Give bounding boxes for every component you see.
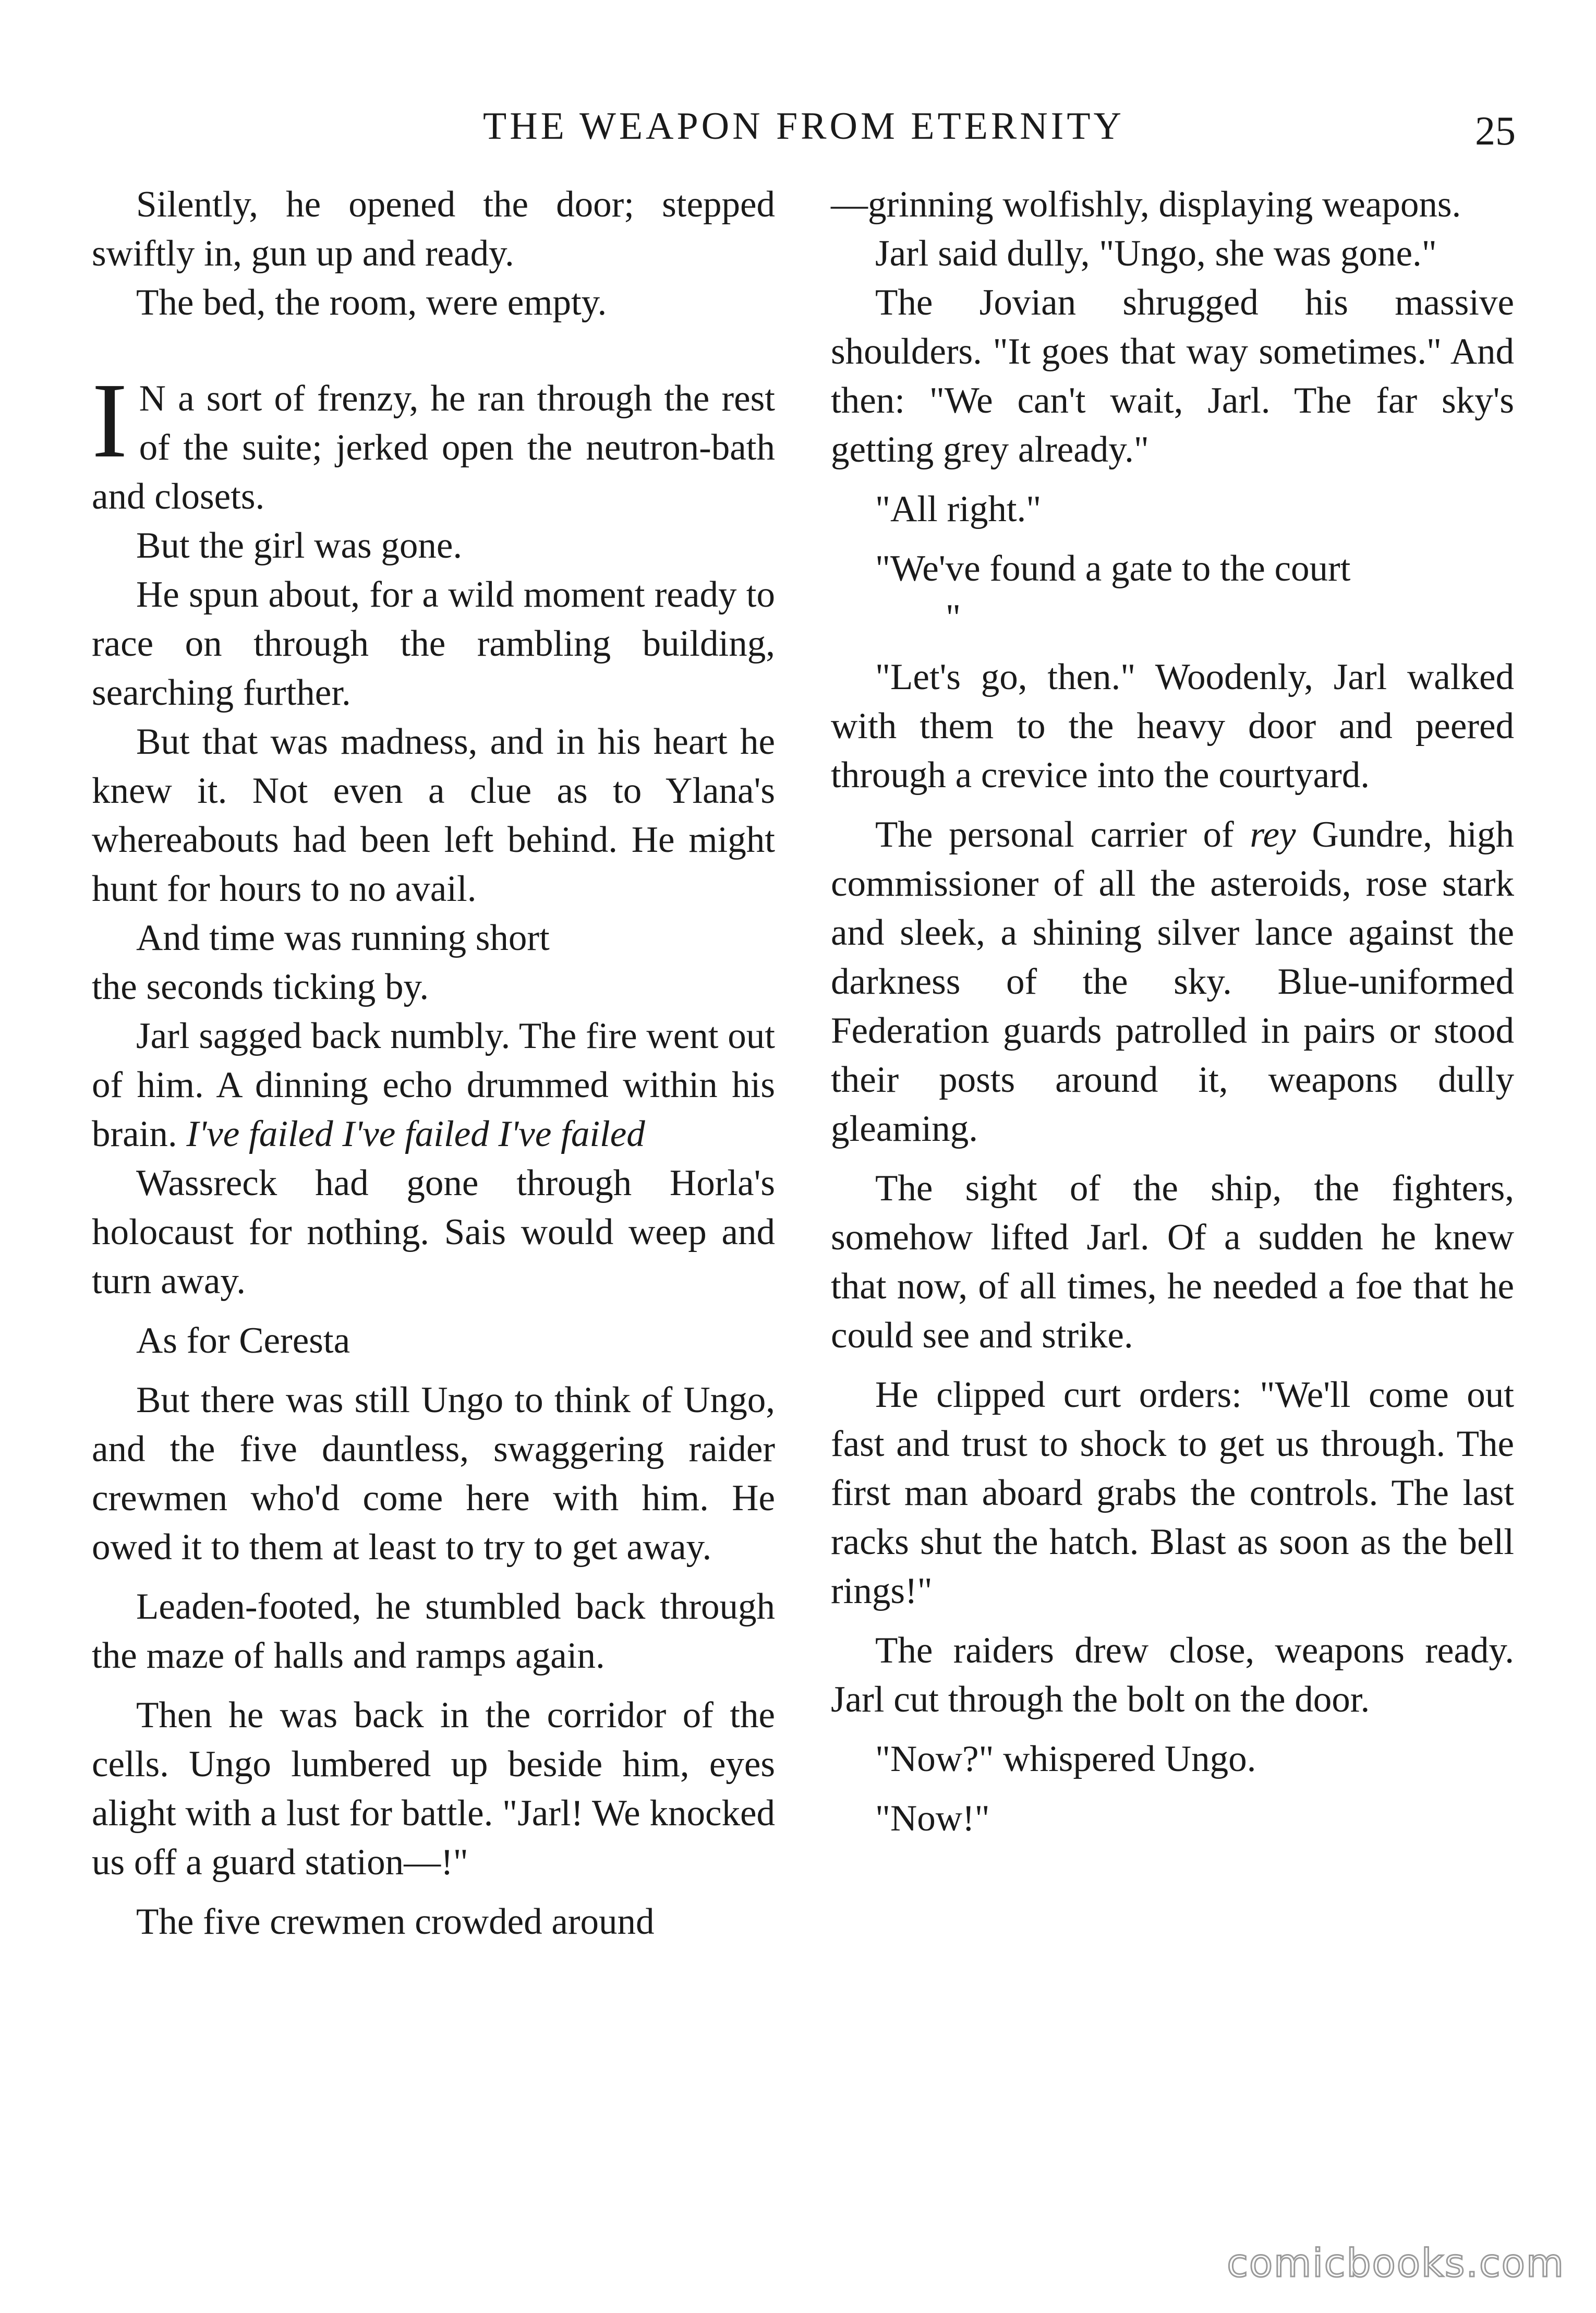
right-column <box>831 180 1514 1843</box>
paragraph: But the girl was gone. <box>136 525 463 566</box>
paragraph: But that was madness, and in his heart he knew it. Not even a clue as to Ylana's whereabouts had been left behind. He might hunt for hours to no avail. <box>92 721 775 909</box>
closing-quote: " <box>946 597 961 638</box>
left-column <box>92 180 775 1946</box>
paragraph-continuation: the seconds ticking by. <box>92 967 429 1007</box>
page-number: 25 <box>1475 108 1516 153</box>
paragraph: He clipped curt orders: "We'll come out fast and trust to shock to get us through. The first man aboard grabs the controls. The last racks shut the hatch. Blast as soon as the bell rings!" <box>831 1375 1514 1611</box>
paragraph: "Now?" whispered Ungo. <box>875 1739 1256 1779</box>
paragraph: "All right." <box>875 489 1042 529</box>
paragraph: The Jovian shrugged his massive shoulders. "It goes that way sometimes." And then: "We can't wait, Jarl. The far sky's getting grey already." <box>831 282 1514 470</box>
section-start-paragraph <box>92 360 775 521</box>
paragraph: The raiders drew close, weapons ready. Jarl cut through the bolt on the door. <box>831 1630 1514 1720</box>
paragraph: The bed, the room, were empty. <box>136 282 607 323</box>
paragraph: Jarl said dully, "Ungo, she was gone." <box>875 233 1437 274</box>
paragraph <box>92 1011 775 1159</box>
drop-cap: I <box>92 360 128 480</box>
paragraph: "Let's go, then." Woodenly, Jarl walked with them to the heavy door and peered through a crevice into the courtyard. <box>831 657 1514 796</box>
page-header <box>92 104 1516 162</box>
paragraph: He spun about, for a wild moment ready to race on through the rambling building, searching further. <box>92 574 775 713</box>
paragraph: "Now!" <box>875 1798 990 1839</box>
italic-title: rey <box>1250 814 1296 855</box>
paragraph: Then he was back in the corridor of the cells. Ungo lumbered up beside him, eyes alight with a lust for battle. "Jarl! We knocked us off a guard station—!" <box>92 1695 775 1883</box>
paragraph: Leaden-footed, he stumbled back through the maze of halls and ramps again. <box>92 1586 775 1676</box>
paragraph: Wassreck had gone through Horla's holocaust for nothing. Sais would weep and turn away. <box>92 1163 775 1302</box>
paragraph <box>831 810 1514 1153</box>
paragraph: The five crewmen crowded around <box>136 1901 655 1942</box>
running-title: THE WEAPON FROM ETERNITY <box>483 105 1125 148</box>
paragraph: "We've found a gate to the court <box>875 548 1351 589</box>
paragraph: As for Ceresta <box>136 1320 350 1361</box>
paragraph-text: Gundre, high commissioner of all the asteroids, rose stark and sleek, a shining silver lance against the darkness of the sky. Blue-uniformed Federation guards patrolled in pairs or stood their posts around it, weapons dully gleaming. <box>831 814 1515 1149</box>
paragraph-text: The personal carrier of <box>875 814 1234 855</box>
paragraph-text: N a sort of frenzy, he ran through the rest of the suite; jerked open the neutron-bath and closets. <box>92 378 775 517</box>
paragraph: But there was still Ungo to think of Ungo, and the five dauntless, swaggering raider crewmen who'd come here with him. He owed it to them at least to try to get away. <box>92 1380 775 1568</box>
italic-thought: I've failed I've failed I've failed <box>186 1114 645 1154</box>
paragraph: And time was running short <box>136 918 550 958</box>
paragraph: Silently, he opened the door; stepped swiftly in, gun up and ready. <box>92 184 775 274</box>
paragraph-continuation: —grinning wolfishly, displaying weapons. <box>831 184 1461 225</box>
watermark: comicbooks.com <box>1227 2241 1565 2286</box>
paragraph: The sight of the ship, the fighters, somehow lifted Jarl. Of a sudden he knew that now, of all times, he needed a foe that he could see and strike. <box>831 1168 1514 1356</box>
paragraph-text: Jarl sagged back numbly. The fire went out of him. A dinning echo drummed within his brain. <box>92 1016 775 1154</box>
